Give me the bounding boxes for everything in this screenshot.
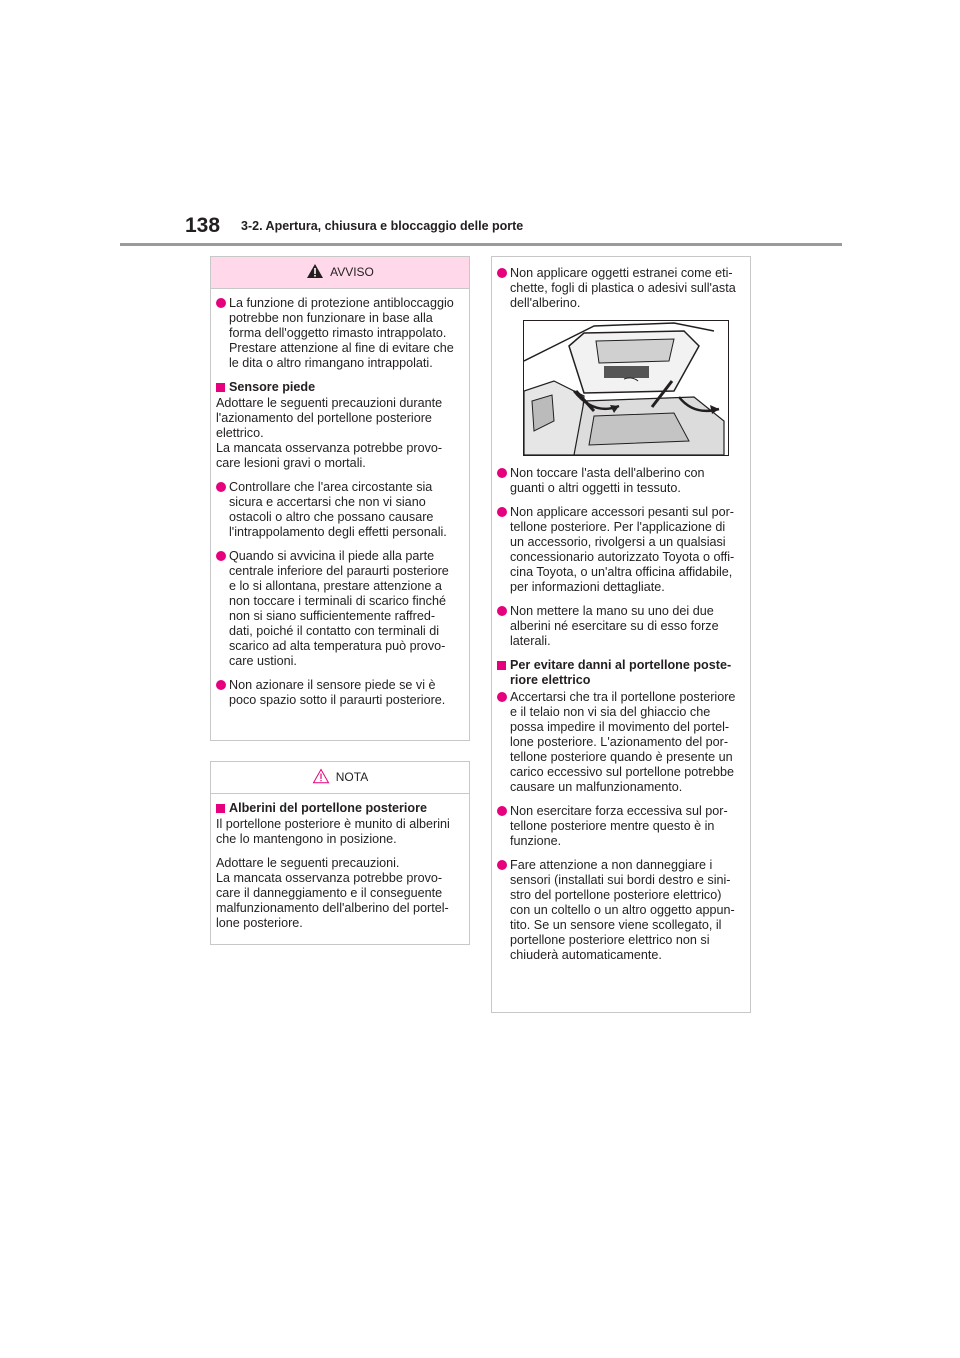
note-title: NOTA: [335, 770, 369, 784]
bullet-dot-icon: [216, 551, 226, 561]
bullet-dot-icon: [216, 482, 226, 492]
list-item: Fare attenzione a non danneggiare i sensori (installati sui bordi destro e sini- stro del portellone posteriore elettrico) con un coltello o un altro oggetto appun- tito. Se un sensore viene scollegato, il portellone posteriore elettrico non si chiuderà automaticamente.: [497, 858, 740, 963]
tailgate-strut-illustration: [523, 320, 729, 456]
header-rule: [120, 243, 842, 246]
warning-triangle-icon: [306, 263, 324, 283]
note-header: [211, 762, 469, 794]
sensor-heading: Sensore piede: [216, 380, 459, 396]
bullet-dot-icon: [497, 507, 507, 517]
bullet-dot-icon: [497, 468, 507, 478]
bullet-dot-icon: [497, 860, 507, 870]
bullet-dot-icon: [497, 268, 507, 278]
square-bullet-icon: [497, 661, 506, 670]
section-title: 3-2. Apertura, chiusura e bloccaggio delle porte: [241, 219, 524, 233]
list-item: Non applicare accessori pesanti sul por- tellone posteriore. Per l'applicazione di un accessorio, rivolgersi a un qualsiasi concessionario autorizzato Toyota o offi- cina Toyota, o un'altra officina affidabile, per informazioni dettagliate.: [497, 505, 740, 595]
note-paragraph: Il portellone posteriore è munito di alberini che lo mantengono in posizione.: [216, 817, 450, 846]
note-paragraph: Adottare le seguenti precauzioni. La mancata osservanza potrebbe provo- care il danneggiamento e il conseguente malfunzionamento dell'alberino del portel- lone posteriore.: [216, 856, 449, 930]
list-item: Quando si avvicina il piede alla parte centrale inferiore del paraurti posteriore e lo si allontana, prestare attenzione a non toccare i terminali di scarico finché non si siano sufficientemente raffred- dati, poiché il contatto con terminali di scarico ad alta temperatura può provo- care ustioni.: [216, 549, 459, 669]
damage-heading: Per evitare danni al portellone poste- riore elettrico: [497, 658, 740, 688]
sensor-text: Adottare le seguenti precauzioni durante l'azionamento del portellone posteriore elettrico. La mancata osservanza potrebbe provo- care lesioni gravi o mortali.: [216, 396, 443, 470]
square-bullet-icon: [216, 383, 225, 392]
page-number: 138: [185, 214, 221, 237]
bullet-dot-icon: [216, 298, 226, 308]
note-heading: Alberini del portellone posteriore: [216, 801, 459, 817]
note-box-continued: [491, 256, 751, 1013]
list-item: Non esercitare forza eccessiva sul por- tellone posteriore mentre questo è in funzione.: [497, 804, 740, 849]
warning-box: [210, 256, 470, 741]
list-item: Non mettere la mano su uno dei due alberini né esercitare su di esso forze laterali.: [497, 604, 740, 649]
list-item: Accertarsi che tra il portellone posteriore e il telaio non vi sia del ghiaccio che possa impedire il movimento del portel- lone posteriore. L'azionamento del por- tellone posteriore quando è presente un carico eccessivo sul portellone potrebbe causare un malfunzionamento.: [497, 690, 740, 795]
bullet-dot-icon: [216, 680, 226, 690]
warning-header: [211, 257, 469, 289]
bullet-dot-icon: [497, 692, 507, 702]
bullet-dot-icon: [497, 606, 507, 616]
warning-title: AVVISO: [330, 265, 374, 279]
bullet-dot-icon: [497, 806, 507, 816]
list-item: Controllare che l'area circostante sia sicura e accertarsi che non vi siano ostacoli o altro che possano causare l'intrappolamento degli effetti personali.: [216, 480, 459, 540]
caution-triangle-icon: [312, 768, 330, 788]
note-box: [210, 761, 470, 945]
list-item: Non applicare oggetti estranei come eti- chette, fogli di plastica o adesivi sull'asta dell'alberino.: [497, 266, 740, 311]
list-item: Non toccare l'asta dell'alberino con guanti o altri oggetti in tessuto.: [497, 466, 740, 496]
list-item: La funzione di protezione antibloccaggio potrebbe non funzionare in base alla forma dell'oggetto rimasto intrappolato. Prestare attenzione al fine di evitare che le dita o altro rimangano intrappolati.: [216, 296, 459, 371]
square-bullet-icon: [216, 804, 225, 813]
list-item: Non azionare il sensore piede se vi è poco spazio sotto il paraurti posteriore.: [216, 678, 459, 708]
